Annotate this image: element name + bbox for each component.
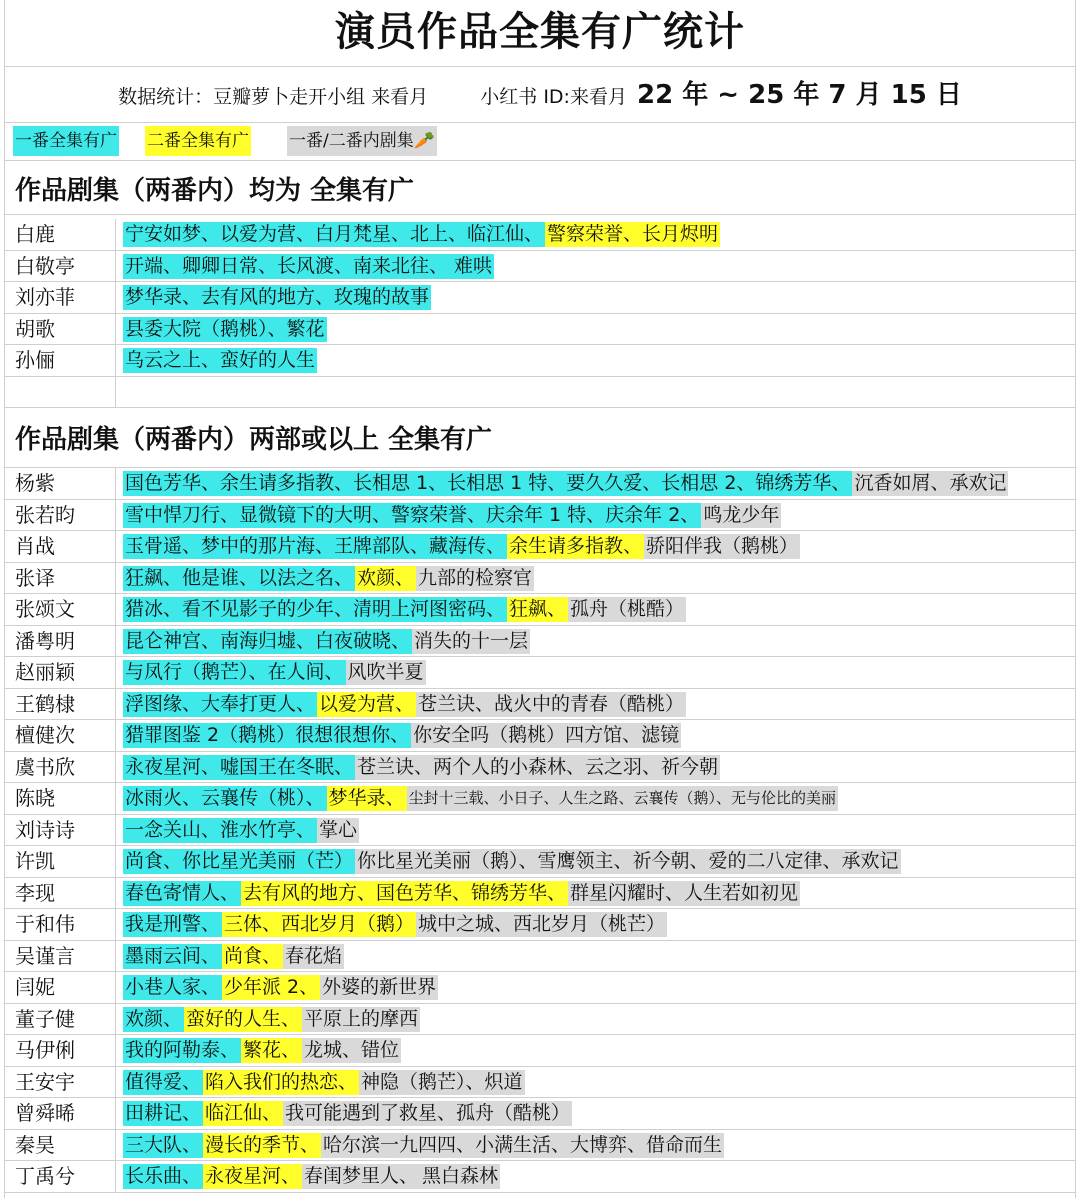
works-segment: 春花焰 xyxy=(285,944,343,967)
works-list xyxy=(123,1007,420,1032)
works-list xyxy=(123,692,686,717)
column-divider xyxy=(115,972,116,1003)
works-segment: 少年派 2、 xyxy=(224,976,319,998)
works-segment: 三体、西北岁月（鹅） xyxy=(224,913,415,935)
works-segment: 乌云之上、蛮好的人生 xyxy=(125,349,316,371)
source-credit: 数据统计：豆瓣萝卜走开小组 来看月 xyxy=(118,86,429,108)
actor-name: 张译 xyxy=(15,565,55,590)
column-divider xyxy=(115,219,116,250)
actor-name: 潘粤明 xyxy=(15,628,75,653)
works-segment: 尚食、你比星光美丽（芒） xyxy=(125,850,354,872)
actor-name: 于和伟 xyxy=(15,912,75,936)
column-divider xyxy=(115,878,116,909)
works-list xyxy=(123,755,720,780)
works-segment: 梦华录、 xyxy=(328,787,405,809)
table-row xyxy=(5,909,1075,941)
table-row xyxy=(5,815,1075,847)
column-divider xyxy=(115,594,116,625)
works-list xyxy=(123,1164,500,1189)
works-segment: 群星闪耀时、人生若如初见 xyxy=(570,881,799,904)
works-segment: 平原上的摩西 xyxy=(304,1007,419,1030)
works-segment: 以爱为营、 xyxy=(319,692,415,715)
column-divider xyxy=(115,689,116,720)
column-divider xyxy=(115,720,116,751)
actor-name: 吴谨言 xyxy=(15,943,75,968)
works-segment: 繁花、 xyxy=(243,1039,301,1061)
table-row xyxy=(5,468,1075,500)
works-list xyxy=(123,348,317,373)
works-segment: 浮图缘、大奉打更人、 xyxy=(125,692,316,715)
works-list xyxy=(123,285,431,310)
works-list xyxy=(123,723,681,748)
table-row xyxy=(5,626,1075,658)
works-list xyxy=(123,597,686,622)
works-list xyxy=(123,912,667,937)
works-segment: 我的阿勒泰、 xyxy=(125,1039,240,1061)
works-segment: 城中之城、西北岁月（桃芒） xyxy=(418,913,666,935)
works-segment: 九部的检察官 xyxy=(418,566,533,589)
actor-name: 赵丽颖 xyxy=(15,660,75,684)
works-segment: 苍兰诀、两个人的小森林、云之羽、祈今朝 xyxy=(357,755,719,778)
actor-name: 杨紫 xyxy=(15,471,55,495)
works-segment: 狂飙、他是谁、以法之名、 xyxy=(125,566,354,589)
column-divider xyxy=(115,251,116,282)
column-divider xyxy=(115,531,116,562)
legend-first-lead: 一番全集有广 xyxy=(13,126,119,156)
column-divider xyxy=(115,657,116,688)
date-range: 22 年 ~ 25 年 7 月 15 日 xyxy=(637,80,962,110)
works-segment: 余生请多指教、 xyxy=(509,535,643,557)
table-row xyxy=(5,1035,1075,1067)
column-divider xyxy=(115,314,116,345)
works-segment: 掌心 xyxy=(319,818,358,841)
table-row xyxy=(5,1004,1075,1036)
actor-name: 许凯 xyxy=(15,849,55,873)
table-row xyxy=(5,1130,1075,1162)
works-segment: 苍兰诀、战火中的青春（酷桃） xyxy=(418,692,685,715)
table-row xyxy=(5,846,1075,878)
works-list xyxy=(123,222,720,247)
column-divider xyxy=(115,846,116,877)
works-list xyxy=(123,566,534,591)
works-segment: 你比星光美丽（鹅）、雪鹰领主、祈今朝、爱的二八定律、承欢记 xyxy=(357,850,899,872)
works-segment: 漫长的季节、 xyxy=(205,1133,320,1156)
works-list xyxy=(123,317,327,342)
works-segment: 去有风的地方、国色芳华、锦绣芳华、 xyxy=(243,881,567,904)
works-segment: 尚食、 xyxy=(224,944,282,967)
divider xyxy=(5,122,1075,123)
works-segment: 陷入我们的热恋、 xyxy=(205,1070,358,1093)
actor-name: 孙俪 xyxy=(15,348,55,372)
works-segment: 外婆的新世界 xyxy=(322,976,437,998)
works-segment: 你安全吗（鹅桃）四方馆、滤镜 xyxy=(413,724,680,746)
works-list xyxy=(123,1070,525,1095)
column-divider xyxy=(115,1130,116,1161)
table-row xyxy=(5,282,1075,314)
works-segment: 田耕记、 xyxy=(125,1102,202,1124)
works-segment: 哈尔滨一九四四、小满生活、大博弈、借命而生 xyxy=(323,1133,723,1156)
works-segment: 墨雨云间、 xyxy=(125,944,221,967)
actor-name: 王鹤棣 xyxy=(15,691,75,716)
works-segment: 鸣龙少年 xyxy=(703,503,780,526)
column-divider xyxy=(115,282,116,313)
works-segment: 黑白森林 xyxy=(422,1165,499,1187)
table-row xyxy=(5,314,1075,346)
works-segment: 永夜星河、 xyxy=(205,1165,301,1187)
section-title: 作品剧集（两番内）均为 全集有广 xyxy=(15,176,415,206)
section-title: 作品剧集（两番内）两部或以上 全集有广 xyxy=(15,425,493,455)
works-segment: 欢颜、 xyxy=(357,566,415,589)
works-segment: 风吹半夏 xyxy=(347,661,424,683)
works-list xyxy=(123,629,530,654)
works-list xyxy=(123,975,438,1000)
column-divider xyxy=(115,1098,116,1129)
actor-name: 刘亦菲 xyxy=(15,285,75,309)
column-divider xyxy=(115,941,116,972)
legend-second-lead: 二番全集有广 xyxy=(145,126,251,156)
works-segment: 宁安如梦、以爱为营、白月梵星、北上、临江仙、 xyxy=(125,223,544,245)
table-row xyxy=(5,1067,1075,1099)
table-row xyxy=(5,657,1075,689)
actor-name: 曾舜晞 xyxy=(15,1101,75,1125)
actor-name: 胡歌 xyxy=(15,316,55,341)
page-title: 演员作品全集有广统计 xyxy=(335,9,745,55)
works-segment: 欢颜、 xyxy=(125,1007,183,1030)
column-divider xyxy=(115,1035,116,1066)
actor-name: 闫妮 xyxy=(15,975,55,999)
works-list xyxy=(123,786,838,811)
column-divider xyxy=(115,468,116,499)
table-row xyxy=(5,941,1075,973)
actor-name: 李现 xyxy=(15,880,55,905)
column-divider xyxy=(115,1161,116,1192)
works-segment: 国色芳华、余生请多指教、长相思 1、长相思 1 特、要久久爱、长相思 2、锦绣芳华、 xyxy=(125,472,851,494)
section-header xyxy=(5,407,1075,468)
actor-name: 虞书欣 xyxy=(15,754,75,779)
works-list xyxy=(123,818,359,843)
works-segment: 永夜星河、嘘国王在冬眠、 xyxy=(125,755,354,778)
table-row xyxy=(5,345,1075,377)
table-row xyxy=(5,972,1075,1004)
column-divider xyxy=(115,500,116,531)
table-row xyxy=(5,500,1075,532)
actor-name: 王安宇 xyxy=(15,1069,75,1094)
works-list xyxy=(123,660,426,685)
actor-name: 白鹿 xyxy=(15,222,55,246)
works-list xyxy=(123,881,800,906)
table-row xyxy=(5,689,1075,721)
actor-name: 陈晓 xyxy=(15,786,55,810)
column-divider xyxy=(115,345,116,376)
works-segment: 值得爱、 xyxy=(125,1070,202,1093)
works-segment: 尘封十三载、小日子、人生之路、云襄传（鹅）、无与伦比的美丽 xyxy=(407,786,839,811)
works-list xyxy=(123,471,1008,496)
works-list xyxy=(123,849,901,874)
works-segment: 孤舟（桃酷） xyxy=(570,598,685,620)
works-segment: 蛮好的人生、 xyxy=(186,1007,301,1030)
works-list xyxy=(123,254,494,279)
column-divider xyxy=(115,815,116,846)
works-segment: 雪中悍刀行、显微镜下的大明、警察荣誉、庆余年 1 特、庆余年 2、 xyxy=(125,503,700,526)
actor-name: 马伊俐 xyxy=(15,1038,75,1062)
column-divider xyxy=(115,783,116,814)
table-row xyxy=(5,377,1075,409)
works-list xyxy=(123,1101,572,1126)
works-segment: 我是刑警、 xyxy=(125,913,221,935)
works-segment: 昆仑神宫、南海归墟、白夜破晓、 xyxy=(125,629,411,652)
works-segment: 我可能遇到了救星、孤舟（酷桃） xyxy=(285,1102,571,1124)
actor-name: 檀健次 xyxy=(15,723,75,747)
works-segment: 玉骨遥、梦中的那片海、王牌部队、藏海传、 xyxy=(125,535,506,557)
works-segment: 梦华录、去有风的地方、玫瑰的故事 xyxy=(125,286,430,308)
table-row xyxy=(5,720,1075,752)
works-segment: 狂飙、 xyxy=(509,598,567,620)
column-divider xyxy=(115,1004,116,1035)
works-list xyxy=(123,503,781,528)
works-list xyxy=(123,534,800,559)
actor-name: 白敬亭 xyxy=(15,253,75,278)
works-segment: 神隐（鹅芒）、炽道 xyxy=(361,1070,523,1093)
works-segment: 长乐曲、 xyxy=(125,1165,202,1187)
works-segment: 消失的十一层 xyxy=(414,629,529,652)
works-segment: 三大队、 xyxy=(125,1133,202,1156)
column-divider xyxy=(115,1067,116,1098)
works-segment: 小巷人家、 xyxy=(125,976,221,998)
table-row xyxy=(5,752,1075,784)
actor-name: 董子健 xyxy=(15,1006,75,1031)
works-segment: 猎冰、看不见影子的少年、清明上河图密码、 xyxy=(125,598,506,620)
table-row xyxy=(5,783,1075,815)
column-divider xyxy=(115,909,116,940)
table-row xyxy=(5,251,1075,283)
works-segment: 骄阳伴我（鹅桃） xyxy=(646,535,799,557)
table-row xyxy=(5,594,1075,626)
works-list xyxy=(123,1133,724,1158)
works-segment: 县委大院（鹅桃）、繁花 xyxy=(125,317,325,340)
works-segment: 猎罪图鉴 2（鹅桃）很想很想你、 xyxy=(125,724,410,746)
actor-name: 张颂文 xyxy=(15,597,75,621)
divider xyxy=(5,66,1075,67)
table-row xyxy=(5,219,1075,251)
table-row xyxy=(5,1098,1075,1130)
xiaohongshu-id: 小红书 ID:来看月 xyxy=(480,86,627,108)
actor-name: 秦昊 xyxy=(15,1132,55,1157)
column-divider xyxy=(115,377,116,408)
column-divider xyxy=(115,752,116,783)
actor-name: 张若昀 xyxy=(15,502,75,527)
legend-inner-series: 一番/二番内剧集🥕 xyxy=(287,126,437,156)
actor-name: 刘诗诗 xyxy=(15,817,75,842)
table-row xyxy=(5,878,1075,910)
works-segment: 警察荣誉、长月烬明 xyxy=(547,223,719,245)
works-segment: 龙城、错位 xyxy=(304,1039,400,1061)
works-segment: 临江仙、 xyxy=(205,1102,282,1124)
column-divider xyxy=(115,626,116,657)
works-segment: 与凤行（鹅芒）、在人间、 xyxy=(125,661,344,683)
actor-name: 丁禹兮 xyxy=(15,1164,75,1188)
subtitle xyxy=(5,78,1075,112)
works-list xyxy=(123,1038,401,1063)
works-list xyxy=(123,944,344,969)
works-segment: 一念关山、淮水竹亭、 xyxy=(125,818,316,841)
works-segment: 春色寄情人、 xyxy=(125,881,240,904)
works-segment: 冰雨火、云襄传（桃）、 xyxy=(125,787,325,809)
works-segment: 春闺梦里人、 xyxy=(304,1165,419,1187)
section-header xyxy=(5,160,1075,215)
table-row xyxy=(5,1161,1075,1193)
works-segment: 沉香如屑、承欢记 xyxy=(854,472,1007,494)
table-row xyxy=(5,563,1075,595)
table-row xyxy=(5,531,1075,563)
column-divider xyxy=(115,563,116,594)
actor-name: 肖战 xyxy=(15,534,55,558)
works-segment: 开端、卿卿日常、长风渡、南来北往、 难哄 xyxy=(125,254,493,277)
statistics-sheet xyxy=(4,0,1076,1198)
